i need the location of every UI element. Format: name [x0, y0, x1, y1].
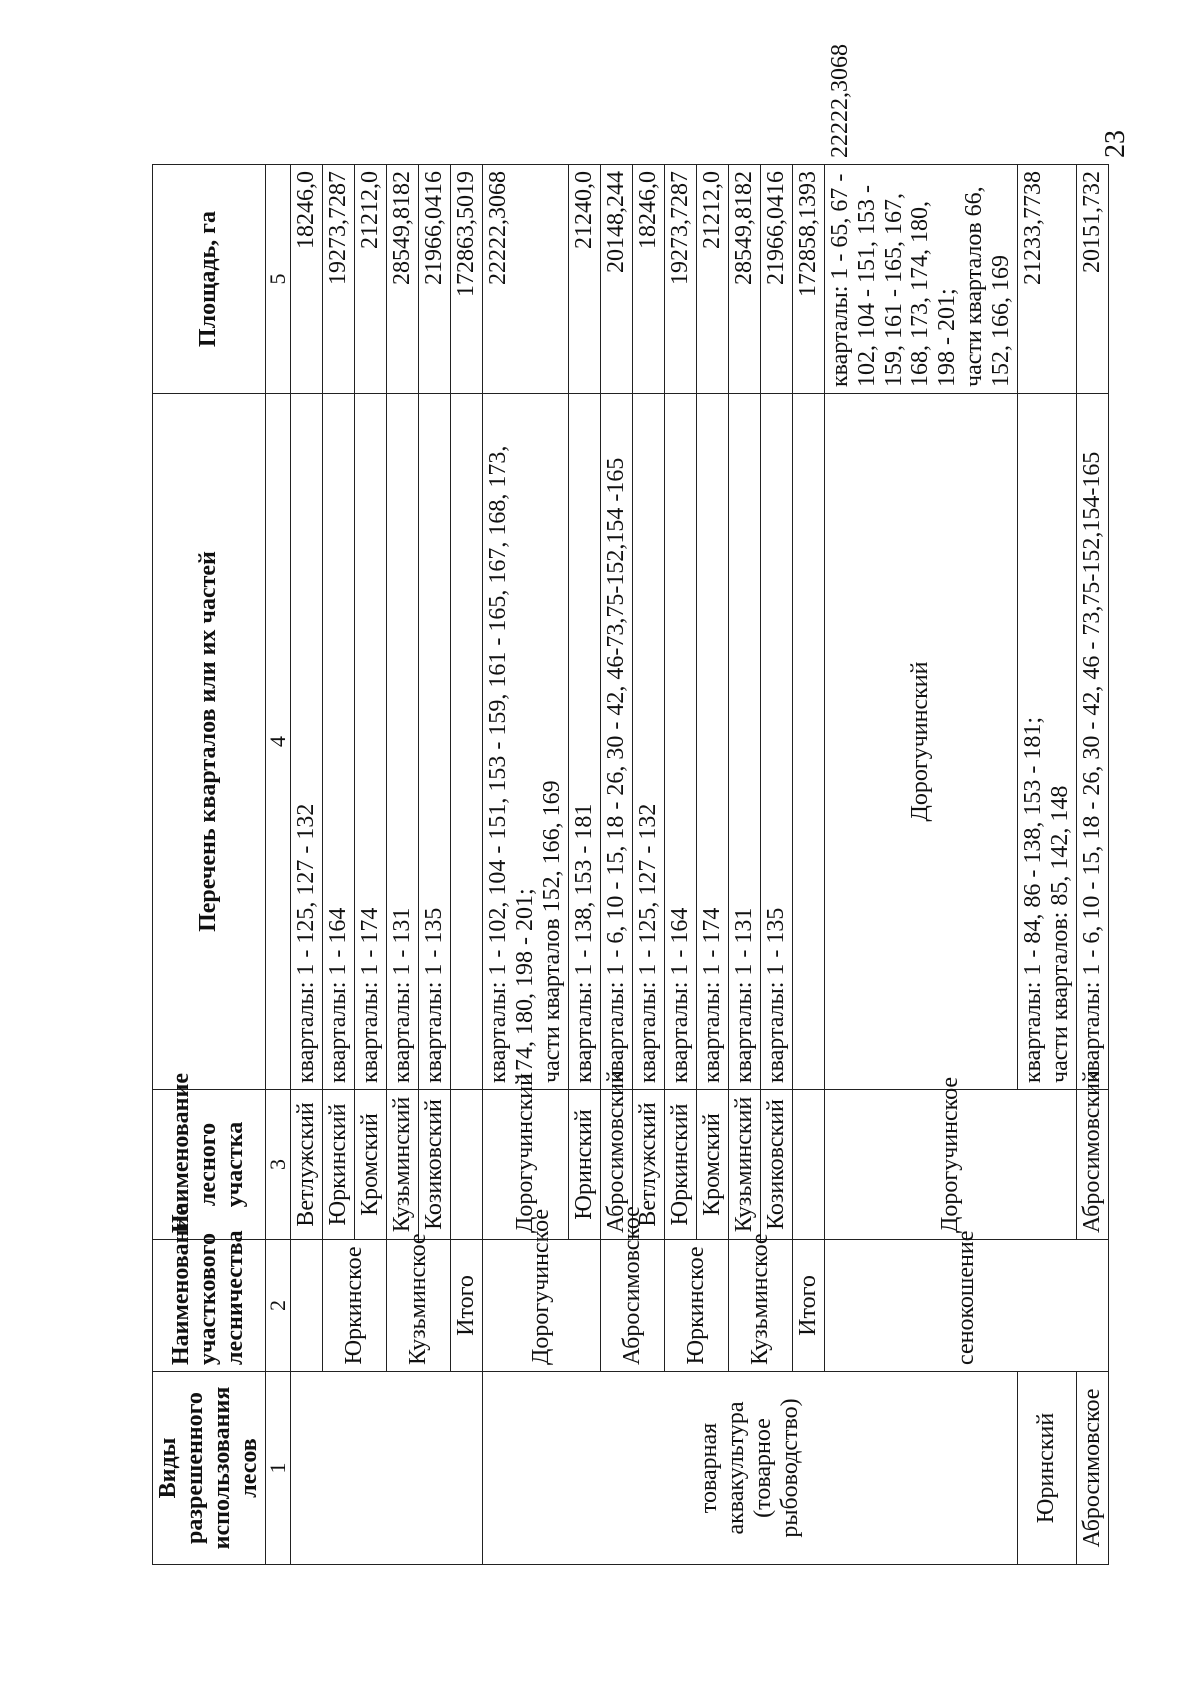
table-cell	[291, 1372, 483, 1565]
header-quarters: Перечень кварталов или их частей	[153, 394, 266, 1090]
table-cell: 28549,8182	[728, 165, 760, 394]
table-cell	[792, 1090, 824, 1240]
forest-use-table: Виды разрешенного использования лесов Наименование участкового лесничества Наименование лесного участка Перечень кварталов или их частей Площадь, га 1 2 3 4 5 Ветлужский кварталы: 1 - 125, 127 - 132 18246,0 Юркинское Юркинский кварталы: 1 - 164 19273,7287 Кромский кварталы: 1 - 174 21212,0 Кузьминское Кузьминский кварталы: 1 - 131 28549,8182 Козиковский кварталы: 1 - 135 21966,0416 Итого 172863,5019 товарная аквакультура (товарное рыбоводство) Дорогучинское Дорогучинский кварталы: 1 - 102, 104 - 151, 153 - 159, 161 - 165, 167, 168, 173, 174, 180, 198 - 201; части кварталов 152, 166, 169 22222,3068 Юринский кварталы: 1 - 138, 153 - 181 21240,0 Абросимовское Абросимовский кварталы: 1 - 6, 10 - 15, 18 - 26, 30 - 42, 46-73,75-152,154 -165 20148,244 Ветлужский кварталы: 1 - 125, 127 - 132 18246,0 Юркинское Юркинский кварталы: 1 - 164 19273,7287 Кромский кварталы: 1 - 174 21212,0 Кузьминское Кузьминский кварталы: 1 - 131 28549,8182 Козиковский кварталы: 1 - 135 21966,0416 Итого 172858,1393 сенокошение Дорогучинское Дорогучинский кварталы: 1 - 65, 67 - 102, 104 - 151, 153 - 159, 161 - 165, 167, 168, 173, 174, 180, 198 - 201; части кварталов 66, 152, 166, 169 22222,3068 Юринский кварталы: 1 - 84, 86 - 138, 153 - 181; части кварталов: 85, 142, 148 21233,7738 Абросимовское Абросимовский кварталы: 1 - 6, 10 - 15, 18 - 26, 30 - 42, 46 - 73,75-152,154-165 20151,732	[152, 164, 1109, 1565]
table-cell	[291, 1240, 323, 1372]
table-cell: 172858,1393	[792, 165, 824, 394]
table-cell: кварталы: 1 - 6, 10 - 15, 18 - 26, 30 - 42, 46-73,75-152,154 -165	[600, 394, 632, 1090]
quarter-parts-text: части кварталов: 85, 142, 148	[1046, 785, 1073, 1083]
col-number-1: 1	[265, 1372, 291, 1565]
table-cell: 20148,244	[600, 165, 632, 394]
table-cell: товарная аквакультура (товарное рыбоводство)	[483, 1372, 1018, 1565]
header-forestry: Наименование участкового лесничества	[153, 1240, 266, 1372]
table-cell: 21212,0	[355, 165, 387, 394]
table-cell: Кузьминский	[387, 1090, 419, 1240]
table-cell: Кузьминский	[728, 1090, 760, 1240]
col-number-4: 4	[265, 394, 291, 1090]
table-cell: 22222,3068	[483, 165, 569, 394]
table-cell: кварталы: 1 - 6, 10 - 15, 18 - 26, 30 - 42, 46 - 73,75-152,154-165	[1076, 394, 1108, 1090]
table-cell: Итого	[451, 1240, 483, 1372]
table-cell: Абросимовское	[1076, 1372, 1108, 1565]
table-cell: 172863,5019	[451, 165, 483, 394]
table-cell: 19273,7287	[323, 165, 355, 394]
quarter-list-text: кварталы: 1 - 65, 67 - 102, 104 - 151, 153 - 159, 161 - 165, 167, 168, 173, 174, 180, 198 - 201;	[826, 173, 961, 387]
table-cell: 28549,8182	[387, 165, 419, 394]
table-cell: 21240,0	[568, 165, 600, 394]
table-cell	[792, 394, 824, 1090]
table-cell: сенокошение	[824, 1240, 1108, 1372]
table-cell: Дорогучинский	[824, 394, 1017, 1090]
table-cell: Кузьминское	[387, 1240, 451, 1372]
table-cell: Ветлужский	[291, 1090, 323, 1240]
table-cell: 20151,732	[1076, 165, 1108, 394]
rotated-table-wrapper	[152, 44, 1105, 1565]
quarter-list-text: кварталы: 1 - 102, 104 - 151, 153 - 159, 161 - 165, 167, 168, 173, 174, 180, 198 - 201;	[485, 445, 538, 1083]
table-cell: кварталы: 1 - 164	[323, 394, 355, 1090]
quarter-parts-text: части кварталов 152, 166, 169	[538, 780, 565, 1083]
table-cell	[824, 165, 1017, 394]
table-cell: 21966,0416	[419, 165, 451, 394]
table-cell: Кузьминское	[728, 1240, 792, 1372]
table-cell: кварталы: 1 - 164	[664, 394, 696, 1090]
table-cell: Юркинский	[664, 1090, 696, 1240]
table-cell: кварталы: 1 - 131	[728, 394, 760, 1090]
table-cell: Юркинское	[664, 1240, 728, 1372]
table-cell: кварталы: 1 - 131	[387, 394, 419, 1090]
quarter-list-text: кварталы: 1 - 84, 86 - 138, 153 - 181;	[1019, 716, 1046, 1083]
table-cell: 19273,7287	[664, 165, 696, 394]
table-cell: Юркинское	[323, 1240, 387, 1372]
table-cell: Ветлужский	[632, 1090, 664, 1240]
table-cell	[1017, 394, 1076, 1090]
table-cell: Абросимовский	[600, 1090, 632, 1240]
table-cell: 21966,0416	[760, 165, 792, 394]
header-use-type: Виды разрешенного использования лесов	[153, 1372, 266, 1565]
table-cell: кварталы: 1 - 174	[355, 394, 387, 1090]
table-cell	[451, 1090, 483, 1240]
table-cell: Абросимовский	[1076, 1090, 1108, 1240]
table-cell: Юринский	[568, 1090, 600, 1240]
table-cell: кварталы: 1 - 174	[696, 394, 728, 1090]
table-cell: Козиковский	[419, 1090, 451, 1240]
col-number-3: 3	[265, 1090, 291, 1240]
table-cell: Дорогучинский	[483, 1090, 569, 1240]
table-cell: кварталы: 1 - 125, 127 - 132	[291, 394, 323, 1090]
table-cell: Абросимовское	[600, 1240, 664, 1372]
col-number-5: 5	[265, 165, 291, 394]
table-cell: Итого	[792, 1240, 824, 1372]
table-cell: 21233,7738	[1017, 165, 1076, 394]
table-cell	[483, 394, 569, 1090]
table-cell: кварталы: 1 - 125, 127 - 132	[632, 394, 664, 1090]
page-number: 23	[1100, 130, 1131, 158]
table-cell: Козиковский	[760, 1090, 792, 1240]
table-cell: кварталы: 1 - 135	[419, 394, 451, 1090]
table-cell: Юринский	[1017, 1372, 1076, 1565]
table-cell: Юркинский	[323, 1090, 355, 1240]
table-cell: кварталы: 1 - 138, 153 - 181	[568, 394, 600, 1090]
table-cell	[451, 394, 483, 1090]
quarter-parts-text: части кварталов 66, 152, 166, 169	[961, 186, 1014, 387]
table-cell: 18246,0	[632, 165, 664, 394]
table-cell: Кромский	[696, 1090, 728, 1240]
col-number-2: 2	[265, 1240, 291, 1372]
table-cell: кварталы: 1 - 135	[760, 394, 792, 1090]
table-cell: 21212,0	[696, 165, 728, 394]
table-cell: Дорогучинское	[824, 1090, 1076, 1240]
table-cell: Кромский	[355, 1090, 387, 1240]
table-cell: Дорогучинское	[483, 1240, 601, 1372]
table-cell: 18246,0	[291, 165, 323, 394]
header-area: Площадь, га	[153, 165, 266, 394]
header-plot: Наименование лесного участка	[153, 1090, 266, 1240]
